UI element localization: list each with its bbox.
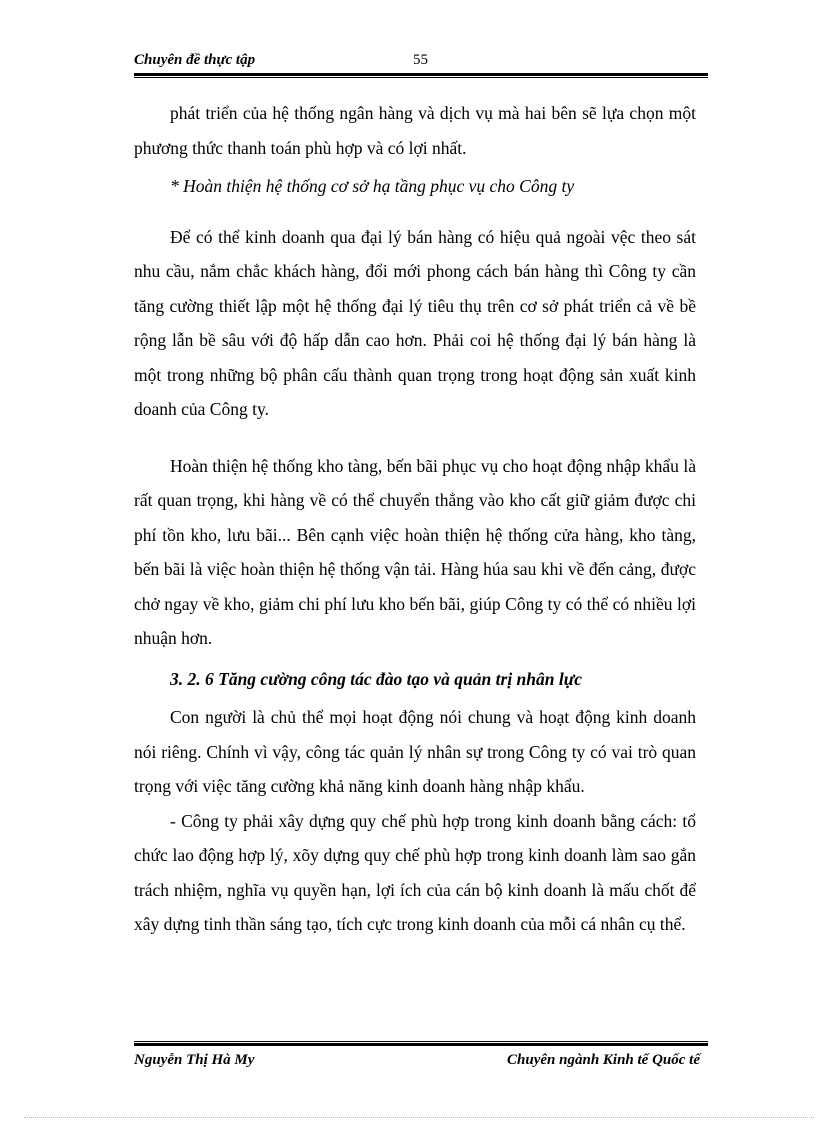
- section-heading: 3. 2. 6 Tăng cường công tác đào tạo và quản trị nhân lực: [170, 668, 582, 689]
- page-footer: [134, 1052, 708, 1074]
- footer-author: Nguyễn Thị Hà My: [134, 1052, 255, 1068]
- page-bottom-edge: [24, 1117, 814, 1118]
- page-body: [134, 96, 696, 942]
- page-number: 55: [413, 52, 428, 68]
- paragraph-3: Hoàn thiện hệ thống kho tàng, bến bãi phục vụ cho hoạt động nhập khẩu là rất quan trọng, khi hàng về có thể chuyển thẳng vào kho cất giữ giảm được chi phí tồn kho, lưu bãi... Bên cạnh việc hoàn thiện hệ thống cửa hàng, kho tàng, bến bãi là việc hoàn thiện hệ thống vận tải. Hàng húa sau khi về đến cảng, được chở ngay về kho, giảm chi phí lưu kho bến bãi, giúp Công ty có thể có nhiều lợi nhuận hơn.: [134, 455, 696, 648]
- subheading-infrastructure: * Hoàn thiện hệ thống cơ sở hạ tầng phục vụ cho Công ty: [170, 176, 575, 196]
- paragraph-4: Con người là chủ thể mọi hoạt động nói chung và hoạt động kinh doanh nói riêng. Chính vì vậy, công tác quản lý nhân sự trong Công ty có vai trò quan trọng với việc tăng cường khả năng kinh doanh hàng nhập khẩu.: [134, 707, 696, 796]
- header-rule: [134, 73, 708, 78]
- paragraph-1: phát triển của hệ thống ngân hàng và dịch vụ mà hai bên sẽ lựa chọn một phương thức thanh toán phù hợp và có lợi nhất.: [134, 103, 696, 158]
- page-header: [134, 52, 708, 74]
- footer-major: Chuyên ngành Kinh tế Quốc tế: [507, 1052, 700, 1068]
- paragraph-5: - Công ty phải xây dựng quy chế phù hợp trong kinh doanh bằng cách: tổ chức lao động hợp lý, xõy dựng quy chế phù hợp trong kinh doanh làm sao gắn trách nhiệm, nghĩa vụ quyền hạn, lợi ích của cán bộ kinh doanh là mấu chốt để xây dựng tinh thần sáng tạo, tích cực trong kinh doanh của mỗi cá nhân cụ thể.: [134, 810, 696, 934]
- footer-rule: [134, 1041, 708, 1046]
- header-title: Chuyên đề thực tập: [134, 52, 256, 68]
- paragraph-2: Để có thể kinh doanh qua đại lý bán hàng có hiệu quả ngoài vệc theo sát nhu cầu, nắm chắc khách hàng, đổi mới phong cách bán hàng thì Công ty cần tăng cường thiết lập một hệ thống đại lý tiêu thụ trên cơ sở phát triển cả về bề rộng lẫn bề sâu với độ hấp dẫn cao hơn. Phải coi hệ thống đại lý bán hàng là một trong những bộ phân cấu thành quan trọng trong hoạt động sản xuất kinh doanh của Công ty.: [134, 226, 696, 419]
